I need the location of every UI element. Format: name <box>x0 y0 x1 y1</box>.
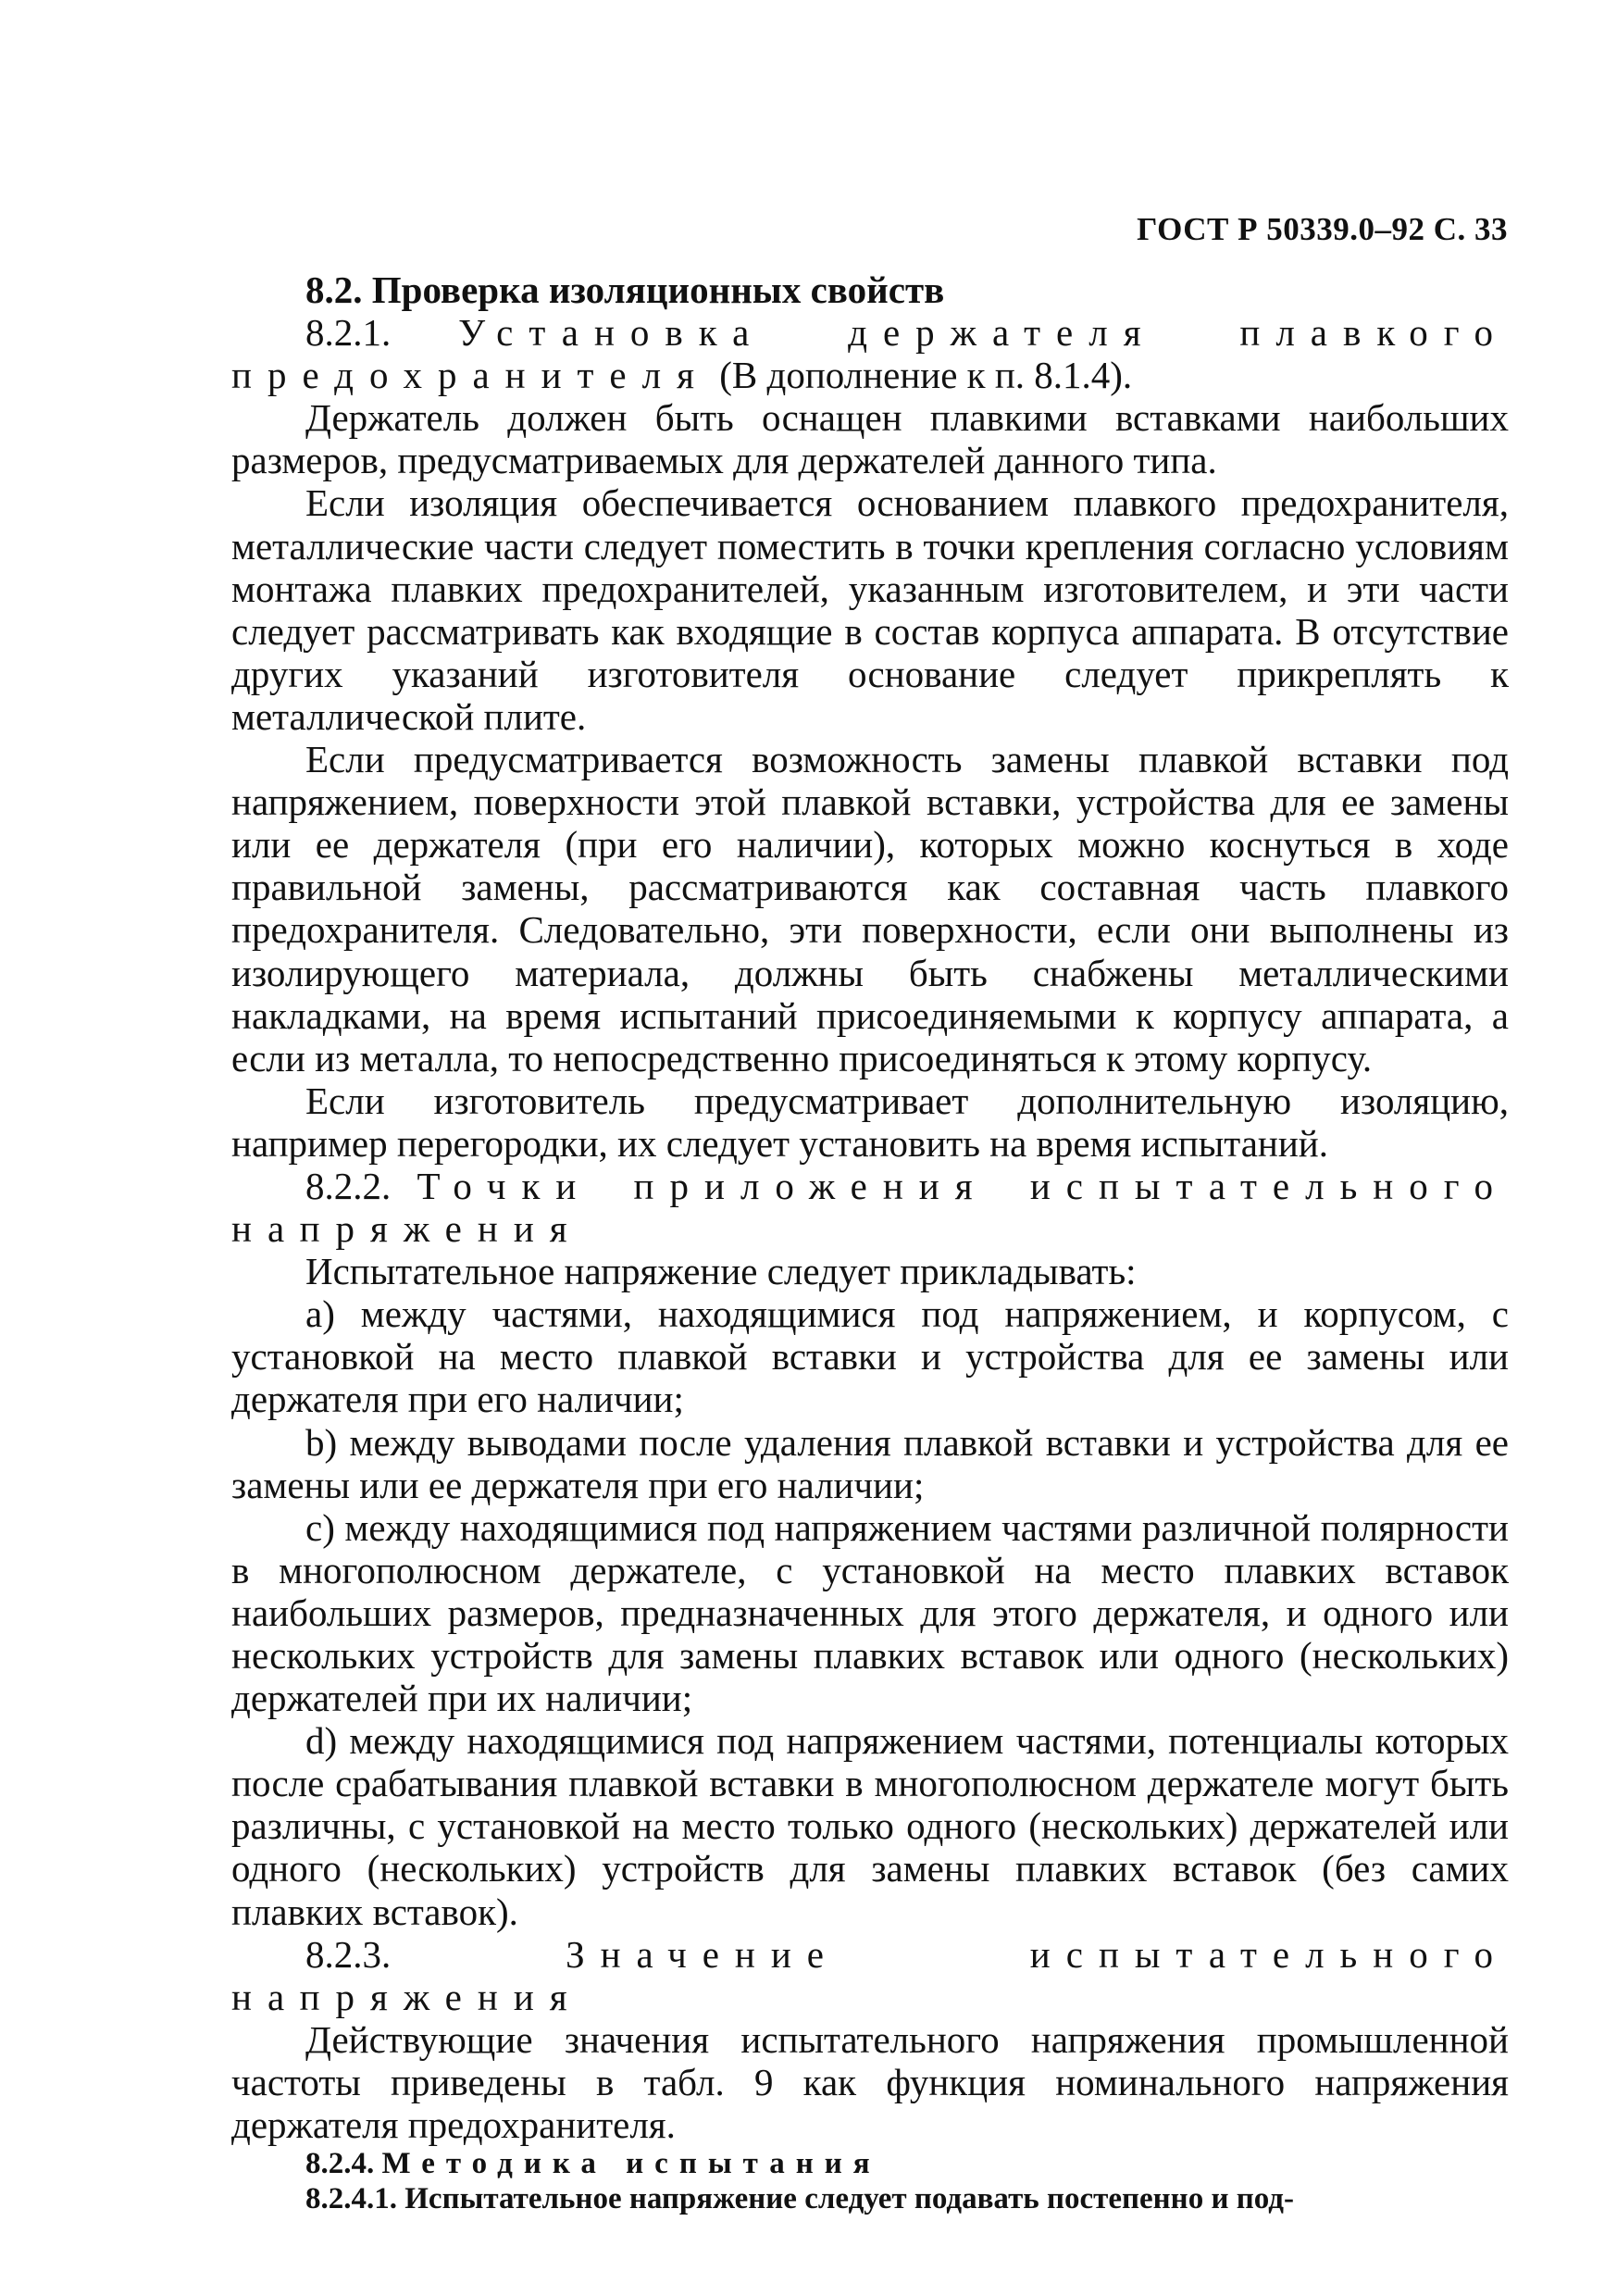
page-header: ГОСТ Р 50339.0–92 С. 33 <box>1137 211 1508 247</box>
document-body <box>231 268 1509 2216</box>
list-item-a: а) между частями, находящимися под напряжением, и корпусом, с установкой на место плавкой вставки и устройства для ее замены или держателя при его наличии; <box>231 1292 1509 1421</box>
paragraph: Если изготовитель предусматривает дополнительную изоляцию, например перегородки, их следует установить на время испытаний. <box>231 1079 1509 1165</box>
paragraph: Если предусматривается возможность замены плавкой вставки под напряжением, поверхности этой плавкой вставки, устройства для ее замены или ее держателя (при его наличии), которых можно коснуться в ходе правильной замены, рассматриваются как составная часть плавкого предохранителя. Следовательно, эти поверхности, если они выполнены из изолирующего материала, должны быть снабжены металлическими накладками, на время испытаний присоединяемыми к корпусу аппарата, а если из металла, то непосредственно присоединяться к этому корпусу. <box>231 738 1509 1079</box>
section-note: (В дополнение к п. 8.1.4). <box>719 354 1133 397</box>
list-item-d: d) между находящимися под напряжением частями, потенциалы которых после срабатывания плавкой вставки в многополюсном держателе могут быть различны, с установкой на место только одного (нескольких) держателей или одного (нескольких) устройств для замены плавких вставок (без самих плавких вставок). <box>231 1719 1509 1933</box>
list-item-b: b) между выводами после удаления плавкой вставки и устройства для ее замены или ее держателя при его наличии; <box>231 1420 1509 1506</box>
section-number: 8.2.2. <box>305 1164 392 1207</box>
paragraph: Испытательное напряжение следует прикладывать: <box>305 1250 1137 1293</box>
paragraph: Действующие значения испытательного напряжения промышленной частоты приведены в табл. 9 как функция номинального напряжения держателя предохранителя. <box>231 2017 1509 2147</box>
section-8-2-4-heading <box>231 2146 1509 2181</box>
section-8-2-3-heading <box>231 1933 1509 2018</box>
section-number: 8.2.1. <box>305 311 392 355</box>
section-8-2-heading <box>231 268 1509 311</box>
section-8-2-2-heading <box>231 1165 1509 1250</box>
section-8-2-1-heading <box>231 311 1509 396</box>
paragraph: Если изоляция обеспечивается основанием плавкого предохранителя, металлические части следует поместить в точки крепления согласно условиям монтажа плавких предохранителей, указанным изготовителем, и эти части следует рассматривать как входящие в состав корпуса аппарата. В отсутствие других указаний изготовителя основание следует прикреплять к металлической плите. <box>231 481 1509 738</box>
paragraph: Держатель должен быть оснащен плавкими вставками наибольших размеров, предусматриваемых для держателей данного типа. <box>231 396 1509 482</box>
section-title: Проверка изоляционных свойств <box>371 268 945 311</box>
section-title: Установка держателя плавкого предохранителя <box>231 311 1509 397</box>
section-number: 8.2.4.1. <box>305 2182 397 2216</box>
section-title: Значение испытательного напряжения <box>231 1932 1509 2018</box>
section-number: 8.2.3. <box>305 1932 392 1976</box>
section-text: Испытательное напряжение следует подавать постепенно и под- <box>404 2182 1294 2216</box>
section-title: Методика испытания <box>381 2147 881 2181</box>
section-title: Точки приложения испытательного напряжения <box>231 1164 1510 1251</box>
section-number: 8.2. <box>305 268 363 311</box>
section-number: 8.2.4. <box>305 2147 375 2181</box>
section-8-2-4-1 <box>231 2181 1509 2216</box>
list-item-c: c) между находящимися под напряжением частями различной полярности в многополюсном держателе, с установкой на место плавких вставок наибольших размеров, предназначенных для этого держателя, и одного или нескольких устройств для замены плавких вставок или одного (нескольких) держателей при их наличии; <box>231 1505 1509 1720</box>
